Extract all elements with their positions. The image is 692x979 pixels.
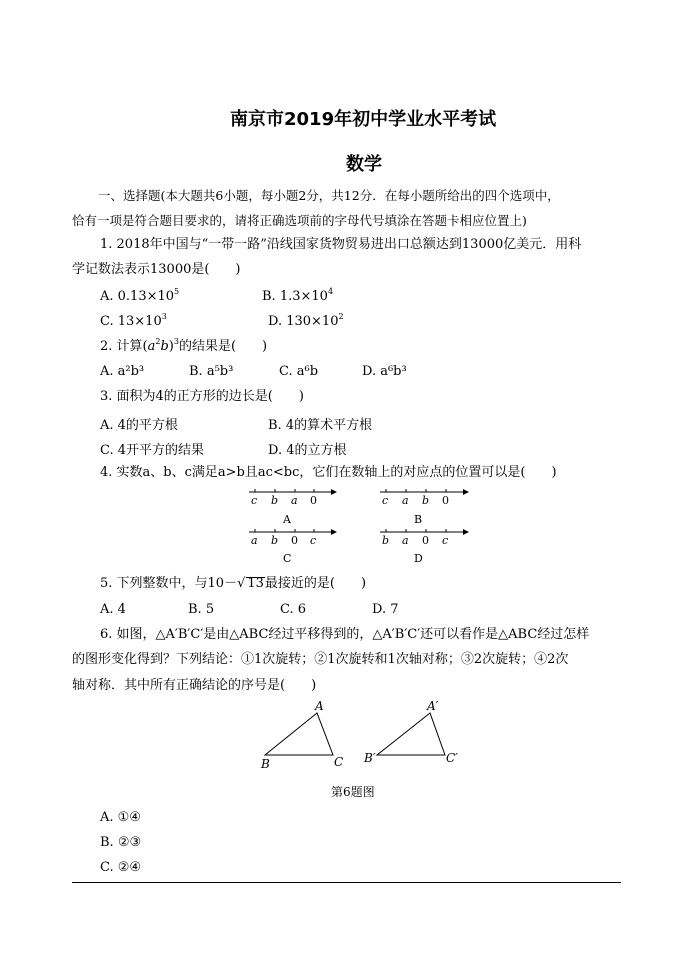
- point-label: c: [382, 494, 389, 507]
- point-label: c: [310, 534, 317, 547]
- vertex-label-a: A: [315, 699, 324, 713]
- point-label: 0: [442, 494, 449, 507]
- q6-option-b: B. ②③: [100, 835, 142, 850]
- point-label: a: [251, 534, 258, 547]
- point-label: a: [402, 494, 409, 507]
- vertex-label-b-prime: B′: [364, 751, 376, 765]
- subject-title: 数学: [346, 154, 382, 175]
- q1-stem-line1: 1. 2018年中国与“一带一路”沿线国家货物贸易进出口总额达到13000亿美元．用科: [100, 237, 582, 252]
- vertex-label-b: B: [261, 757, 270, 771]
- point-label: b: [422, 494, 430, 507]
- q6-stem-line1: 6. 如图，△A′B′C′是由△ABC经过平移得到的，△A′B′C′还可以看作是△ABC经过怎样: [100, 627, 590, 642]
- vertex-label-c: C: [334, 755, 344, 769]
- point-label: c: [442, 534, 449, 547]
- q6-option-c: C. ②④: [100, 860, 142, 875]
- vertex-label-c-prime: C′: [446, 751, 458, 765]
- q5-option-c: C. 6: [280, 602, 307, 617]
- section-header-line1: 一、选择题(本大题共6小题，每小题2分，共12分．在每小题所给出的四个选项中，: [98, 188, 560, 203]
- q2-option-a: A. a²b³: [100, 364, 145, 379]
- q6-option-a: A. ①④: [100, 810, 141, 825]
- point-label: 0: [291, 534, 298, 547]
- q2-option-b: B. a⁵b³: [189, 364, 234, 379]
- q3-stem: 3. 面积为4的正方形的边长是( ): [100, 389, 304, 404]
- q5-option-a: A. 4: [100, 602, 126, 617]
- point-label: a: [291, 494, 298, 507]
- q3-option-a: A. 4的平方根: [100, 418, 178, 433]
- q6-stem-line3: 轴对称．其中所有正确结论的序号是( ): [72, 678, 317, 693]
- q2-option-c: C. a⁶b: [279, 364, 319, 379]
- vertex-label-a-prime: A′: [427, 699, 439, 713]
- number-line-d-label: D: [414, 552, 423, 565]
- point-label: a: [402, 534, 409, 547]
- section-header-line2: 恰有一项是符合题目要求的，请将正确选项前的字母代号填涂在答题卡相应位置上): [72, 213, 527, 228]
- q2-option-d: D. a⁶b³: [362, 364, 407, 379]
- q6-stem-line2: 的图形变化得到？下列结论：①1次旋转；②1次旋转和1次轴对称；③2次旋转；④2次: [72, 652, 569, 667]
- triangle-abc: [265, 713, 333, 755]
- q3-option-c: C. 4开平方的结果: [100, 443, 205, 458]
- point-label: 0: [422, 534, 429, 547]
- q3-option-b: B. 4的算术平方根: [268, 418, 373, 433]
- point-label: b: [271, 494, 279, 507]
- number-line-b-label: B: [414, 513, 423, 526]
- point-label: b: [382, 534, 390, 547]
- q1-stem-line2: 学记数法表示13000是( ): [72, 262, 241, 277]
- number-line-a-label: A: [283, 513, 291, 526]
- q2-stem: 2. 计算$(a^2b)^3$的结果是( ): [100, 337, 268, 354]
- q3-option-d: D. 4的立方根: [268, 443, 347, 458]
- q1-option-d: D. $130\times 10^2$: [268, 312, 344, 329]
- number-line-c-label: C: [283, 552, 292, 565]
- q5-option-b: B. 5: [188, 602, 215, 617]
- q1-option-b: B. $1.3\times 10^4$: [262, 287, 334, 304]
- point-label: b: [271, 534, 279, 547]
- point-label: c: [251, 494, 258, 507]
- q1-option-a: A. $0.13\times 10^5$: [100, 287, 180, 304]
- exam-title: 南京市2019年初中学业水平考试: [230, 109, 497, 130]
- page-bottom-rule: [72, 882, 621, 883]
- figure-caption: 第6题图: [331, 785, 375, 799]
- q1-option-c: C. $13\times 10^3$: [100, 312, 167, 329]
- point-label: 0: [310, 494, 317, 507]
- triangle-a-prime-b-prime-c-prime: [377, 713, 445, 755]
- q5-option-d: D. 7: [372, 602, 399, 617]
- q4-stem: 4. 实数a、b、c满足a>b且ac<bc，它们在数轴上的对应点的位置可以是( ): [100, 465, 557, 480]
- q5-stem: 5. 下列整数中，与10－√ 13最接近的是( ): [100, 576, 367, 591]
